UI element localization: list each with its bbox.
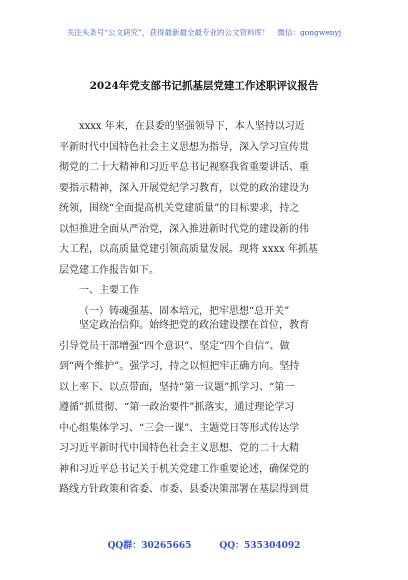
- text-line: 遵循”抓贯彻、“第一政治要件”抓落实，通过理论学习: [59, 402, 295, 413]
- section-heading: 一、主要工作: [79, 285, 139, 296]
- text-line: 引导党员干部增强“四个意识”、坚定“四个自信”、做: [59, 340, 290, 352]
- text-line: 习习近平新时代中国特色社会主义思想、党的二十大精: [59, 443, 299, 454]
- text-line: 平新时代中国特色社会主义思想为指导，深入学习宣传贯: [59, 141, 309, 153]
- text-line: 中心组集体学习、“三会一课”、主题党日等形式传达学: [59, 422, 300, 434]
- text-line: 到“两个维护”。强学习，持之以恒把牢正确方向。坚持: [59, 361, 300, 372]
- footer-contact: [0, 538, 408, 551]
- qq-text: QQ：535304092: [219, 541, 301, 551]
- text-line: 路线方针政策和省委、市委、县委决策部署在基层得到贯: [59, 484, 309, 495]
- text-line: 彻党的二十大精神和习近平总书记视察我省重要讲话、重: [59, 162, 309, 173]
- text-line: 神和习近平总书记关于机关党建工作重要论述，确保党的: [59, 463, 309, 475]
- text-line: 以恒推进全面从严治党，深入推进新时代党的建设新的伟: [59, 223, 309, 235]
- text-line: 统领，围绕“全面提高机关党建质量”的目标要求，持之: [59, 203, 300, 214]
- qq-group-text: QQ群：30265665: [107, 541, 192, 551]
- text-line: 层党建工作报告如下。: [59, 264, 159, 276]
- wechat-text: 微信：gongwenyj: [277, 28, 342, 37]
- text-line: 以上率下、以点带面，坚持“第一议题”抓学习、“第一: [59, 381, 295, 393]
- document-title: 2024年党支部书记抓基层党建工作述职评议报告: [89, 80, 319, 92]
- promo-text: 关注头条号“公文研究”，获得最新最全最专业的公文资料库！: [66, 28, 270, 37]
- text-line: 大工程，以高质量党建引领高质量发展。现将 xxxx 年抓基: [59, 244, 318, 255]
- text-line: 要指示精神，深入开展党纪学习教育，以党的政治建设为: [59, 182, 309, 194]
- text-line: 坚定政治信仰。始终把党的政治建设摆在首位，教育: [79, 320, 309, 331]
- subsection-heading: （一）铸魂强基、固本培元，把牢思想“总开关”: [79, 305, 290, 317]
- intro-paragraph: [59, 117, 349, 322]
- header-promo-note: [0, 27, 408, 38]
- text-line: xxxx 年来，在县委的坚强领导下，本人坚持以习近: [79, 121, 305, 132]
- body-paragraph: [59, 316, 349, 501]
